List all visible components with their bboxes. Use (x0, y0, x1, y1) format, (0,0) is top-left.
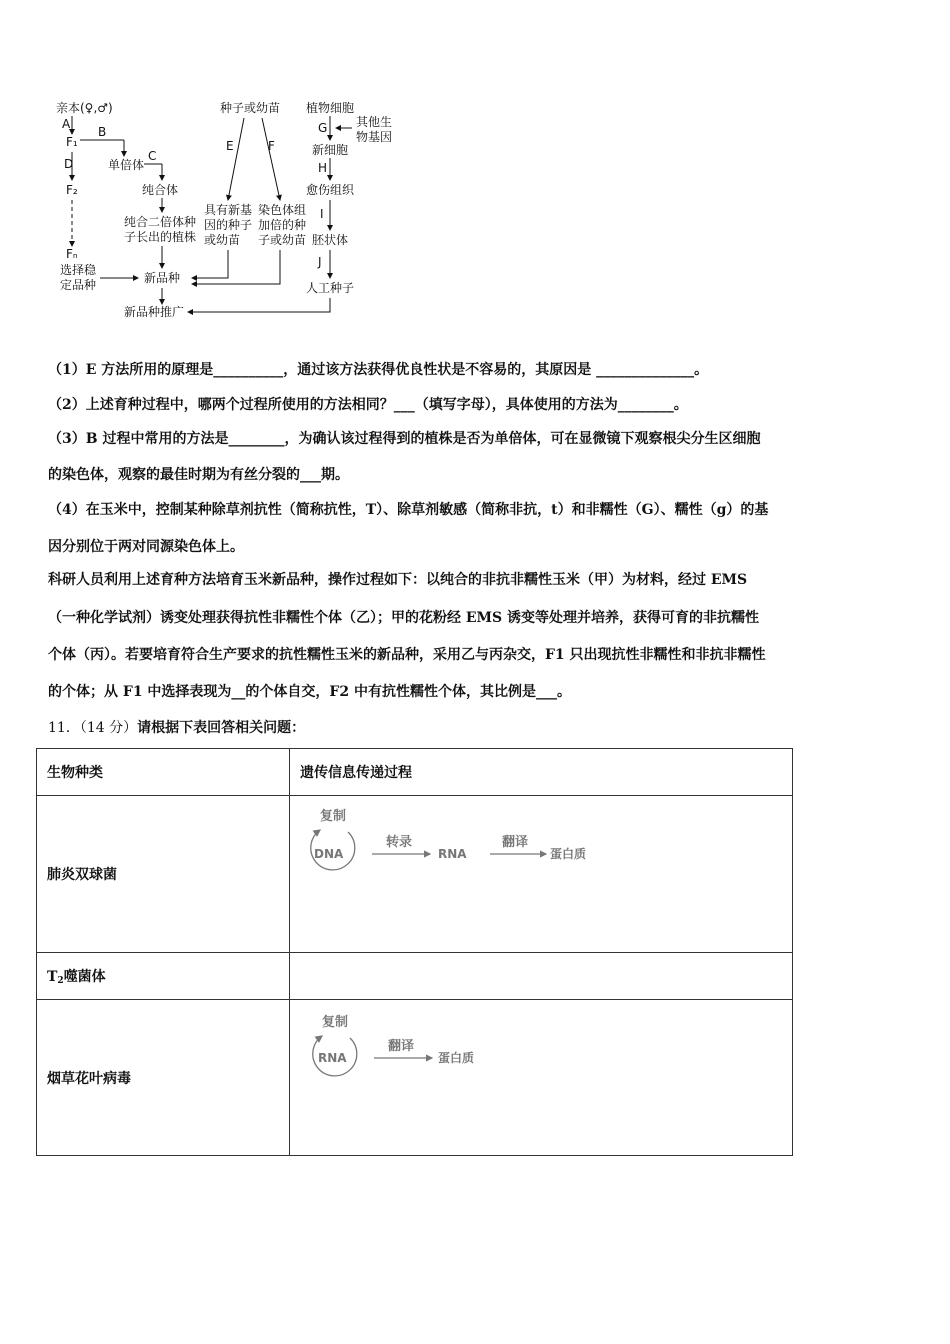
f1-label: F₁ (66, 135, 78, 149)
row3-organism: 烟草花叶病毒 (37, 1000, 290, 1156)
table-header-row (37, 749, 793, 796)
row3-process-cell (290, 1000, 793, 1156)
question-4-line1: （4）在玉米中，控制某种除草剂抗性（简称抗性，T）、除草剂敏感（简称非抗，t）和非糯性（G）、糯性（g）的基 (48, 502, 769, 518)
haploid-label: 单倍体 (108, 158, 145, 172)
row2-name-main: T (47, 969, 58, 985)
question-1: （1）E 方法所用的原理是__________，通过该方法获得优良性状是不容易的，其原因是 ______________。 (48, 362, 709, 378)
header-organism: 生物种类 (37, 749, 290, 796)
promote-label: 新品种推广 (124, 305, 185, 319)
letter-c: C (148, 149, 157, 163)
artificial-seed-label: 人工种子 (306, 281, 355, 295)
dna-flow-diagram (290, 796, 792, 952)
question-4-line5: 个体（丙）。若要培育符合生产要求的抗性糯性玉米的新品种，采用乙与丙杂交，F1 只出现抗性非糯性和非抗非糯性 (48, 647, 766, 663)
flow3-rna: RNA (318, 1051, 347, 1065)
parent-label: 亲本(♀,♂) (56, 101, 113, 115)
row2-process-cell (290, 953, 793, 1000)
chromo-line3: 子或幼苗 (258, 233, 307, 247)
diploid-line1: 纯合二倍体种 (124, 215, 197, 229)
table-row (37, 796, 793, 953)
question-2: （2）上述育种过程中，哪两个过程所使用的方法相同？___（填写字母），具体使用的方法为________。 (48, 397, 688, 413)
rna-flow-svg (290, 1000, 630, 1080)
header-process: 遗传信息传递过程 (290, 749, 793, 796)
newgene-line2: 因的种子 (204, 218, 253, 232)
select-line2: 定品种 (60, 278, 97, 292)
new-cell-label: 新细胞 (312, 143, 349, 157)
homozygote-label: 纯合体 (142, 183, 179, 197)
row1-process-cell (290, 796, 793, 953)
rna-flow-diagram (290, 1000, 792, 1155)
fn-label: Fₙ (66, 247, 78, 261)
letter-b: B (98, 125, 107, 139)
flow3-translate: 翻译 (388, 1039, 415, 1054)
letter-d: D (64, 157, 74, 171)
select-line1: 选择稳 (60, 263, 97, 277)
letter-h: H (318, 161, 328, 175)
question-4-line2: 因分别位于两对同源染色体上。 (48, 539, 244, 555)
question-11-text: 请根据下表回答相关问题： (137, 720, 306, 736)
question-4-line3: 科研人员利用上述育种方法培育玉米新品种，操作过程如下：以纯合的非抗非糯性玉米（甲）为材料，经过 EMS (48, 572, 748, 588)
letter-f: F (268, 139, 275, 153)
other-gene-line1: 其他生 (356, 115, 393, 129)
new-variety-label: 新品种 (144, 271, 181, 285)
question-4-line4: （一种化学试剂）诱变处理获得抗性非糯性个体（乙）；甲的花粉经 EMS 诱变等处理并培养，获得可育的非抗糯性 (48, 610, 760, 626)
row2-name-rest: 噬菌体 (63, 969, 106, 985)
diploid-line2: 子长出的植株 (124, 230, 197, 244)
letter-g: G (318, 121, 328, 135)
newgene-line1: 具有新基 (204, 203, 253, 217)
flow1-dna: DNA (314, 847, 344, 861)
question-3-line2: 的染色体，观察的最佳时期为有丝分裂的___期。 (48, 467, 349, 483)
question-11-heading (48, 718, 305, 738)
embryoid-label: 胚状体 (312, 233, 349, 247)
other-gene-line2: 物基因 (356, 130, 393, 144)
question-4-line6: 的个体；从 F1 中选择表现为__的个体自交，F2 中有抗性糯性个体，其比例是___。 (48, 684, 571, 700)
seed-seedling-label: 种子或幼苗 (220, 101, 281, 115)
flow1-transcribe: 转录 (386, 835, 413, 850)
row2-organism (37, 953, 290, 1000)
letter-j: J (318, 255, 322, 269)
row1-organism: 肺炎双球菌 (37, 796, 290, 953)
row2-name-sub: 2 (57, 976, 64, 986)
breeding-diagram (52, 96, 412, 328)
genetic-info-table (36, 748, 793, 1156)
table-row (37, 1000, 793, 1156)
letter-i: I (320, 207, 324, 221)
flow3-protein: 蛋白质 (438, 1051, 475, 1065)
flow1-rna: RNA (438, 847, 467, 861)
callus-label: 愈伤组织 (306, 183, 355, 197)
flow1-translate: 翻译 (502, 835, 529, 850)
chromo-line2: 加倍的种 (258, 218, 307, 232)
table-row (37, 953, 793, 1000)
f2-label: F₂ (66, 183, 78, 197)
question-11-number: 11．（14 分） (48, 720, 138, 736)
question-3-line1: （3）B 过程中常用的方法是________，为确认该过程得到的植株是否为单倍体，可在显微镜下观察根尖分生区细胞 (48, 431, 761, 447)
plant-cell-label: 植物细胞 (306, 101, 355, 115)
flow1-protein: 蛋白质 (550, 847, 587, 861)
flow1-replicate: 复制 (320, 809, 347, 824)
chromo-line1: 染色体组 (258, 203, 307, 217)
letter-e: E (226, 139, 234, 153)
dna-flow-svg (290, 796, 630, 876)
letter-a: A (62, 117, 71, 131)
newgene-line3: 或幼苗 (204, 233, 241, 247)
flow3-replicate: 复制 (322, 1015, 349, 1030)
